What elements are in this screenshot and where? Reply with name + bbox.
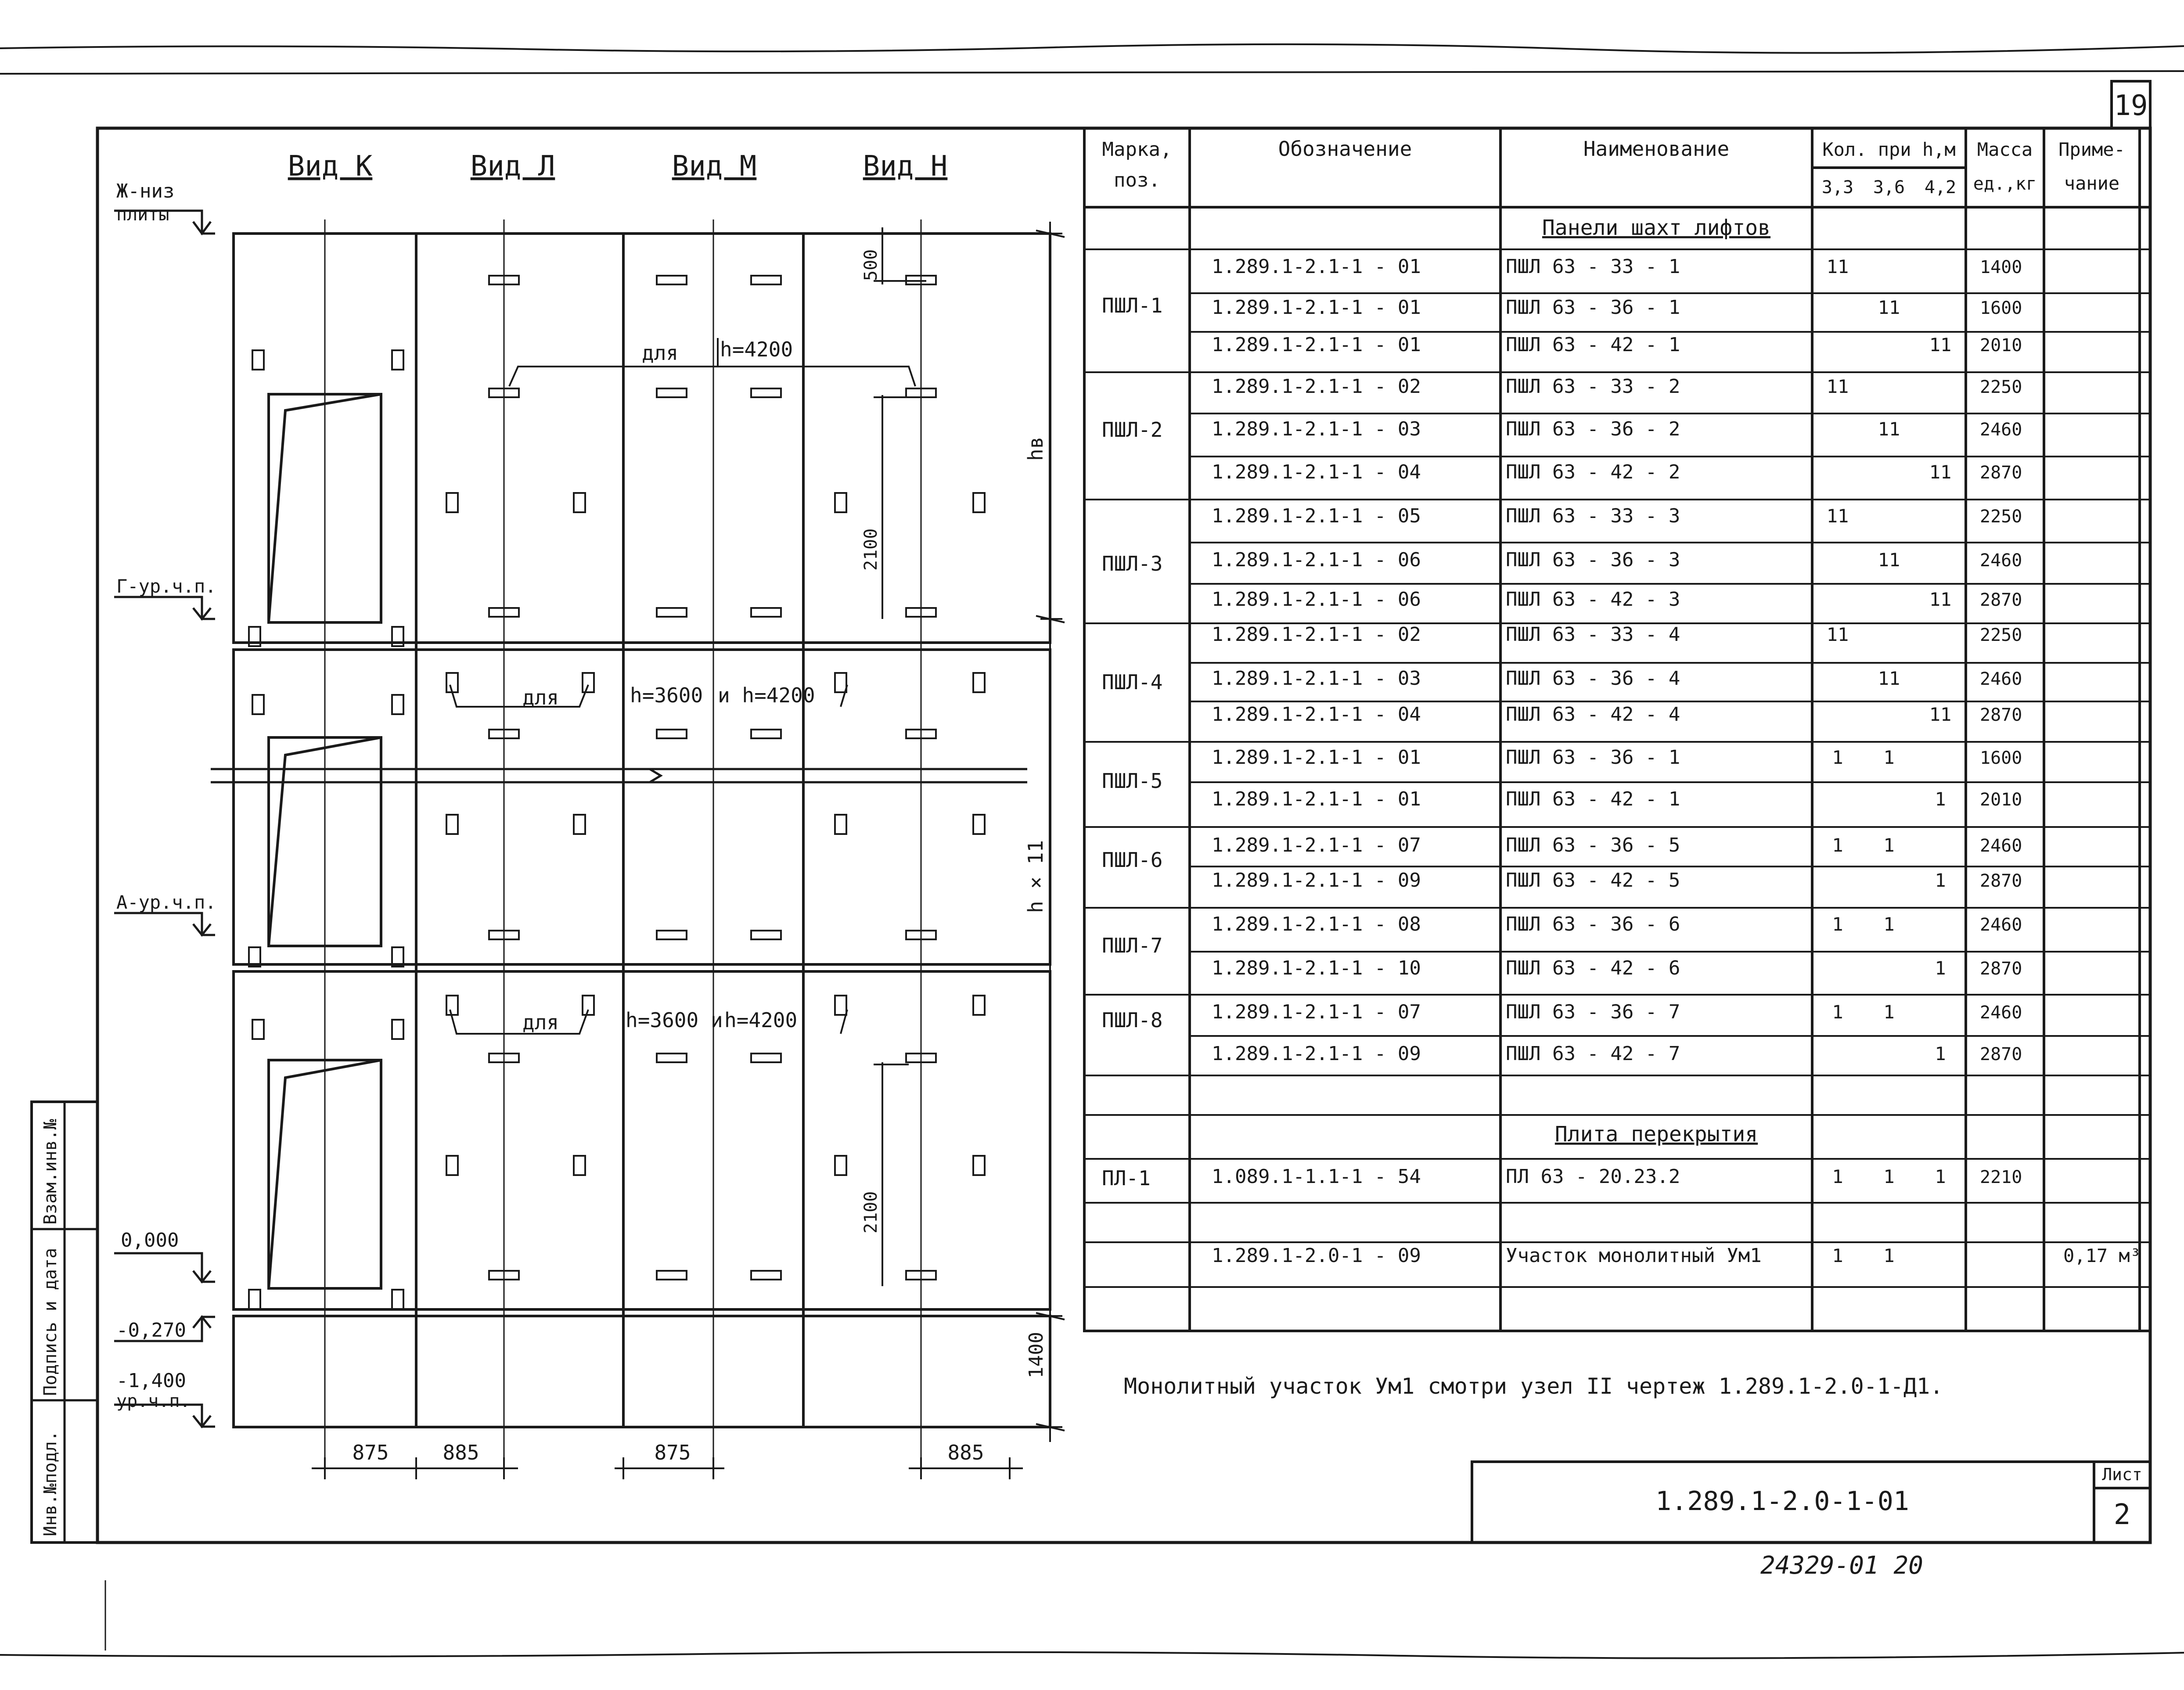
right-dimension [1036, 222, 1065, 1442]
cell-mass: 1600 [1980, 748, 2022, 768]
th-name: Наименование [1583, 137, 1730, 161]
cell-name: ПШЛ 63 - 36 - 2 [1506, 418, 1680, 440]
cell-designation: 1.289.1-2.1-1 - 04 [1212, 703, 1421, 726]
dim-bottom-875a: 875 [352, 1441, 389, 1464]
embedded-anchor [973, 815, 985, 834]
embedded-plate [751, 276, 781, 284]
cell-mark: ПЛ-1 [1102, 1166, 1151, 1190]
cell-mass: 2210 [1980, 1167, 2022, 1187]
dim-2100-bot: 2100 [861, 1191, 881, 1233]
embedded-anchor [446, 996, 458, 1015]
cell-mark: ПШЛ-7 [1102, 934, 1163, 957]
th-mass-2: ед.,кг [1973, 174, 2037, 194]
cell-mass: 2460 [1980, 669, 2022, 689]
dim-hv: hв [1024, 436, 1047, 461]
embedded-anchor [973, 1156, 985, 1175]
cell-mark: ПШЛ-1 [1102, 294, 1163, 317]
level-g: Г-ур.ч.п. [116, 575, 216, 597]
cell-q42: 1 [1935, 870, 1946, 891]
embedded-anchor [973, 493, 985, 512]
th-qty-33: 3,3 [1821, 177, 1854, 198]
side-stamp [32, 1102, 97, 1543]
embedded-anchor [574, 493, 585, 512]
table-row [1102, 746, 2022, 793]
embedded-anchor [583, 673, 594, 692]
cell-designation: 1.289.1-2.1-1 - 09 [1212, 1043, 1421, 1065]
cell-designation: 1.289.1-2.1-1 - 01 [1212, 255, 1421, 278]
embedded-anchor [835, 673, 846, 692]
view-title-k: Вид К [288, 150, 373, 183]
embedded-plate [751, 931, 781, 939]
footnote: Монолитный участок Ум1 смотри узел II чертеж 1.289.1-2.0-1-Д1. [1124, 1374, 1943, 1399]
sheet-edge-lines [0, 44, 2184, 1658]
cell-mass: 1600 [1980, 298, 2022, 318]
cell-name: ПШЛ 63 - 42 - 2 [1506, 461, 1680, 483]
level-m1400-sub: ур.ч.п. [116, 1391, 191, 1411]
th-qty-36: 3,6 [1873, 177, 1905, 198]
cell-q33: 1 [1832, 913, 1843, 935]
table-row [1102, 1165, 2022, 1190]
cell-designation: 1.289.1-2.1-1 - 01 [1212, 788, 1421, 810]
cell-name: ПШЛ 63 - 36 - 6 [1506, 913, 1680, 935]
cell-mark: ПШЛ-4 [1102, 670, 1163, 694]
cell-mark: ПШЛ-2 [1102, 418, 1163, 442]
embedded-plate [751, 1054, 781, 1062]
cell-q33: 11 [1826, 624, 1849, 645]
cell-mass: 2460 [1980, 1003, 2022, 1023]
stamp-vzam-inv: Взам.инв.№ [40, 1119, 61, 1225]
embedded-plate [657, 1271, 687, 1280]
cell-mark: ПШЛ-3 [1102, 552, 1163, 575]
th-mark-1: Марка, [1102, 138, 1172, 161]
level-m270: -0,270 [116, 1319, 186, 1341]
dim-bottom-875b: 875 [654, 1441, 691, 1464]
cell-q42: 1 [1935, 957, 1946, 979]
cell-q36: 11 [1878, 549, 1900, 571]
th-designation: Обозначение [1278, 137, 1412, 161]
table-row [1102, 1001, 2022, 1032]
embedded-anchor [249, 1290, 260, 1309]
cell-q42: 11 [1929, 461, 1952, 483]
cell-name: ПШЛ 63 - 42 - 5 [1506, 869, 1680, 892]
table-row [1212, 1244, 2141, 1267]
cell-q36: 1 [1883, 1001, 1895, 1023]
embedded-plate [751, 608, 781, 617]
cell-name: ПШЛ 63 - 42 - 6 [1506, 957, 1680, 979]
cell-name: ПШЛ 63 - 42 - 4 [1506, 703, 1680, 726]
note-h4200-3: h=4200 [724, 1008, 798, 1032]
cell-mass: 2010 [1980, 790, 2022, 810]
level-m1400: -1,400 [116, 1370, 186, 1392]
cell-mass: 2870 [1980, 1044, 2022, 1064]
embedded-plate [751, 388, 781, 397]
cell-name: ПЛ 63 - 20.23.2 [1506, 1165, 1680, 1188]
cell-q33: 11 [1826, 505, 1849, 527]
cell-mass: 2460 [1980, 836, 2022, 856]
embedded-anchor [574, 815, 585, 834]
cell-designation: 1.289.1-2.1-1 - 07 [1212, 1001, 1421, 1023]
cell-mass: 2250 [1980, 507, 2022, 527]
dim-hx11: h × 11 [1024, 840, 1047, 913]
cell-mark: ПШЛ-8 [1102, 1008, 1163, 1032]
table-row [1212, 418, 2022, 440]
table-row [1212, 788, 2022, 810]
embedded-anchor [392, 350, 403, 370]
break-lines [211, 769, 1027, 782]
cell-q33: 1 [1832, 1245, 1843, 1266]
note-dlya-1: для [642, 341, 679, 365]
cell-name: ПШЛ 63 - 36 - 1 [1506, 746, 1680, 769]
embedded-anchor [392, 1020, 403, 1039]
cell-name: ПШЛ 63 - 36 - 4 [1506, 667, 1680, 690]
cell-name: ПШЛ 63 - 42 - 3 [1506, 588, 1680, 611]
cell-designation: 1.289.1-2.0-1 - 09 [1212, 1244, 1421, 1267]
table-row [1212, 667, 2022, 690]
cell-designation: 1.289.1-2.1-1 - 01 [1212, 746, 1421, 769]
th-mass-1: Масса [1977, 139, 2033, 160]
cell-q33: 1 [1832, 834, 1843, 856]
cell-q36: 1 [1883, 1245, 1895, 1266]
cell-mass: 2870 [1980, 463, 2022, 483]
cell-q33: 1 [1832, 747, 1843, 768]
cell-mark: ПШЛ-5 [1102, 769, 1163, 793]
cell-designation: 1.289.1-2.1-1 - 01 [1212, 334, 1421, 356]
embedded-anchor [392, 1290, 403, 1309]
cell-name: ПШЛ 63 - 33 - 4 [1506, 623, 1680, 646]
table-row [1102, 913, 2022, 957]
cell-mass: 2460 [1980, 550, 2022, 571]
cell-q36: 1 [1883, 1166, 1895, 1187]
note-h3600-2: h=3600 [630, 683, 703, 707]
embedded-anchor [392, 695, 403, 714]
embedded-anchor [252, 1020, 264, 1039]
archive-number: 24329-01 20 [1760, 1551, 1923, 1580]
note-dlya-3: для [522, 1010, 559, 1034]
cell-mass: 2010 [1980, 335, 2022, 356]
embedded-plate [751, 730, 781, 738]
cell-name: ПШЛ 63 - 36 - 7 [1506, 1001, 1680, 1023]
cell-mass: 2870 [1980, 705, 2022, 725]
embedded-anchor [446, 1156, 458, 1175]
level-a: А-ур.ч.п. [116, 892, 216, 913]
embedded-plate [657, 1054, 687, 1062]
cell-name: ПШЛ 63 - 33 - 3 [1506, 505, 1680, 527]
cell-q33: 1 [1832, 1166, 1843, 1187]
stamp-inv-podl: Инв.№подл. [40, 1431, 61, 1536]
cell-mass: 2460 [1980, 915, 2022, 935]
dim-bottom-885a: 885 [443, 1441, 479, 1464]
inner-dimensions [874, 227, 926, 1286]
cell-q36: 1 [1883, 913, 1895, 935]
cell-name: ПШЛ 63 - 36 - 5 [1506, 834, 1680, 856]
th-qty-group: Кол. при h,м [1822, 139, 1956, 160]
table-row [1212, 869, 2022, 892]
level-top-2: плиты [116, 205, 169, 225]
cell-designation: 1.289.1-2.1-1 - 05 [1212, 505, 1421, 527]
embedded-plate [657, 388, 687, 397]
cell-note: 0,17 м³ [2063, 1245, 2141, 1266]
embedded-plate [657, 608, 687, 617]
cell-q42: 1 [1935, 788, 1946, 810]
title-sheet-label: Лист [2102, 1465, 2142, 1484]
embedded-anchor [973, 673, 985, 692]
table-row [1212, 461, 2022, 483]
table-row [1212, 957, 2022, 979]
th-mark-2: поз. [1114, 169, 1160, 191]
cell-designation: 1.289.1-2.1-1 - 10 [1212, 957, 1421, 979]
embedded-plate [657, 276, 687, 284]
embedded-anchor [835, 1156, 846, 1175]
cell-q33: 1 [1832, 1001, 1843, 1023]
table-row [1212, 588, 2022, 611]
th-qty-42: 4,2 [1924, 177, 1957, 198]
cell-mass: 2250 [1980, 625, 2022, 645]
cell-q36: 1 [1883, 747, 1895, 768]
view-title-l: Вид Л [470, 150, 555, 183]
embedded-anchor [252, 695, 264, 714]
cell-name: ПШЛ 63 - 42 - 1 [1506, 334, 1680, 356]
table-row [1212, 334, 2022, 356]
embedded-anchor [973, 996, 985, 1015]
sheet-number: 19 [2114, 90, 2148, 122]
table-row [1212, 1043, 2022, 1065]
cell-q42: 1 [1935, 1166, 1946, 1187]
cell-designation: 1.289.1-2.1-1 - 08 [1212, 913, 1421, 935]
cell-designation: 1.289.1-2.1-1 - 09 [1212, 869, 1421, 892]
cell-q42: 11 [1929, 704, 1952, 725]
cell-designation: 1.289.1-2.1-1 - 04 [1212, 461, 1421, 483]
cell-mass: 1400 [1980, 257, 2022, 277]
panel-blocks [234, 234, 1050, 1427]
embedded-anchor [835, 996, 846, 1015]
cell-q36: 11 [1878, 418, 1900, 440]
dim-1400: 1400 [1025, 1332, 1047, 1378]
note-h4200-1: h=4200 [720, 338, 793, 361]
embedded-plate [657, 730, 687, 738]
level-zero: 0,000 [121, 1229, 179, 1251]
cell-mass: 2870 [1980, 590, 2022, 610]
embedded-anchor [446, 815, 458, 834]
views-drawing [114, 150, 1065, 1479]
embedded-anchor [835, 493, 846, 512]
cell-name: ПШЛ 63 - 42 - 1 [1506, 788, 1680, 810]
view-title-n: Вид Н [863, 150, 948, 183]
cell-designation: 1.289.1-2.1-1 - 03 [1212, 667, 1421, 690]
section-plate: Плита перекрытия [1554, 1122, 1758, 1147]
level-top-1: Ж-низ [116, 180, 175, 202]
cell-q42: 1 [1935, 1043, 1946, 1064]
embedded-anchor [446, 493, 458, 512]
cell-mark: ПШЛ-6 [1102, 848, 1163, 872]
cell-designation: 1.289.1-2.1-1 - 02 [1212, 623, 1421, 646]
embedded-anchor [252, 350, 264, 370]
cell-q36: 11 [1878, 297, 1900, 318]
cell-designation: 1.089.1-1.1-1 - 54 [1212, 1165, 1421, 1188]
cell-name: ПШЛ 63 - 42 - 7 [1506, 1043, 1680, 1065]
cell-name: ПШЛ 63 - 36 - 3 [1506, 549, 1680, 571]
table-row [1212, 703, 2022, 726]
cell-q33: 11 [1826, 256, 1849, 277]
cell-mass: 2460 [1980, 420, 2022, 440]
th-note-2: чание [2064, 173, 2120, 194]
cell-mass: 2870 [1980, 959, 2022, 979]
cell-q42: 11 [1929, 589, 1952, 610]
cell-q42: 11 [1929, 334, 1952, 356]
section-panels: Панели шахт лифтов [1542, 216, 1771, 240]
cell-designation: 1.289.1-2.1-1 - 07 [1212, 834, 1421, 856]
embedded-plate [657, 931, 687, 939]
cell-designation: 1.289.1-2.1-1 - 06 [1212, 549, 1421, 571]
embedded-plate [751, 1271, 781, 1280]
title-code: 1.289.1-2.0-1-01 [1655, 1486, 1909, 1517]
cell-name: Участок монолитный Ум1 [1506, 1244, 1762, 1267]
cell-designation: 1.289.1-2.1-1 - 01 [1212, 296, 1421, 319]
cell-name: ПШЛ 63 - 33 - 1 [1506, 255, 1680, 278]
table-row [1212, 549, 2022, 571]
cell-designation: 1.289.1-2.1-1 - 03 [1212, 418, 1421, 440]
dim-bottom-885b: 885 [947, 1441, 984, 1464]
cell-designation: 1.289.1-2.1-1 - 02 [1212, 375, 1421, 398]
cell-designation: 1.289.1-2.1-1 - 06 [1212, 588, 1421, 611]
view-title-m: Вид М [672, 150, 757, 183]
note-dlya-2: для [522, 686, 559, 709]
table-row [1212, 296, 2022, 319]
note-h3600-3: h=3600 и [626, 1008, 723, 1032]
cell-q36: 1 [1883, 834, 1895, 856]
embedded-anchor [835, 815, 846, 834]
th-note-1: Приме- [2058, 139, 2125, 160]
dim-500: 500 [861, 249, 881, 281]
cell-name: ПШЛ 63 - 33 - 2 [1506, 375, 1680, 398]
stamp-signature-date: Подпись и дата [40, 1248, 61, 1396]
cell-mass: 2250 [1980, 377, 2022, 397]
cell-q36: 11 [1878, 668, 1900, 689]
embedded-anchor [574, 1156, 585, 1175]
dim-2100-top: 2100 [861, 528, 881, 571]
cell-name: ПШЛ 63 - 36 - 1 [1506, 296, 1680, 319]
title-sheet-number: 2 [2113, 1499, 2131, 1531]
embedded-parts [249, 276, 985, 1309]
cell-mass: 2870 [1980, 871, 2022, 891]
note-h4200-2: и h=4200 [718, 683, 815, 707]
cell-q33: 11 [1826, 376, 1849, 397]
